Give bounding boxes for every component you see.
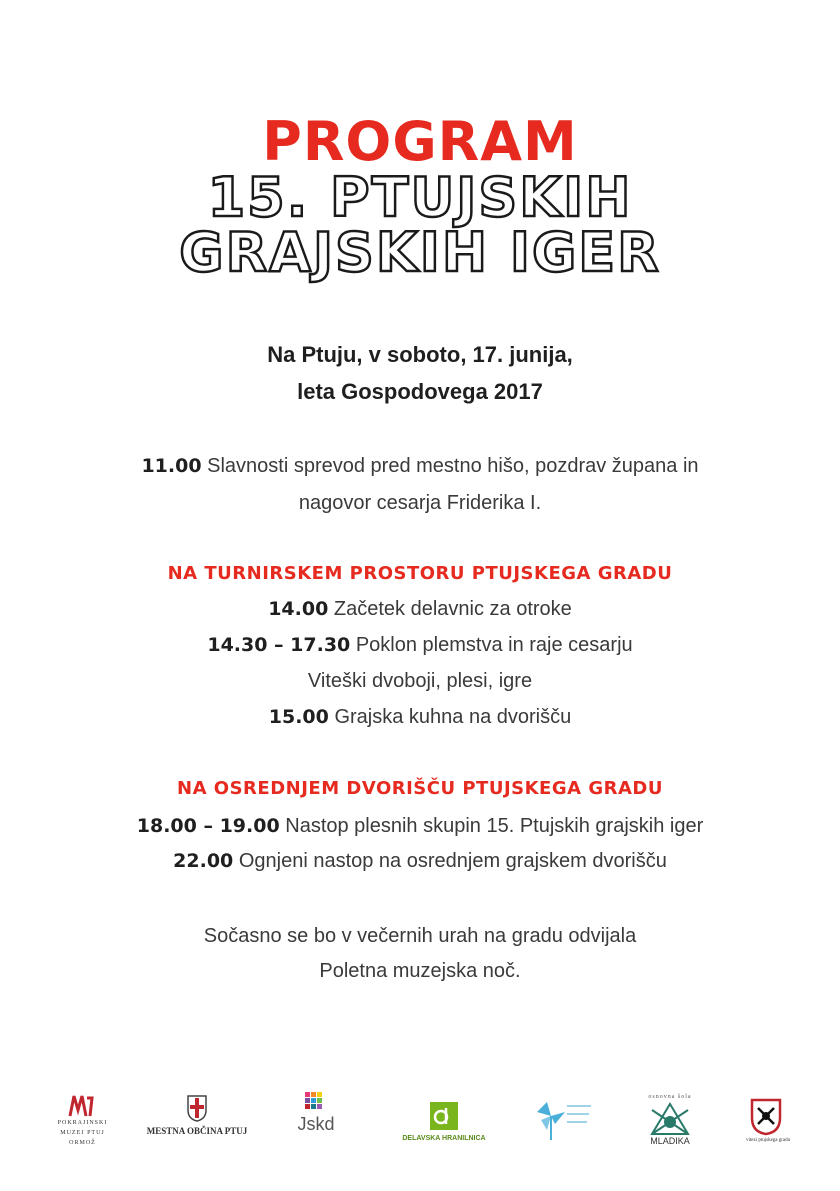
jskd-name: Jskd xyxy=(297,1114,335,1134)
museum-logo xyxy=(55,1092,110,1148)
closing-line-1: Sočasno se bo v večernih urah na gradu odvijala xyxy=(203,925,637,947)
schedule-time: 14.00 xyxy=(268,598,329,620)
bank-mark-icon xyxy=(430,1102,458,1130)
municipality-logo xyxy=(142,1094,252,1136)
title-program: PROGRAM xyxy=(262,110,578,173)
bank-logo xyxy=(394,1102,494,1144)
title-line-2: GRAJSKIH IGER xyxy=(179,221,661,284)
schedule-item xyxy=(0,595,840,623)
schedule-item xyxy=(0,631,840,659)
opening-text-2: nagovor cesarja Friderika I. xyxy=(298,492,542,514)
jskd-logo xyxy=(286,1092,346,1134)
knight-shield-icon xyxy=(750,1098,782,1136)
date-line-1: Na Ptuju, v soboto, 17. junija, xyxy=(267,342,573,367)
section-heading-tournament: NA TURNIRSKEM PROSTORU PTUJSKEGA GRADU xyxy=(167,563,673,584)
museum-name: POKRAJINSKI MUZEJ PTUJ ORMOŽ xyxy=(57,1120,108,1146)
windmill-icon xyxy=(531,1094,595,1142)
schedule-text: Ognjeni nastop na osrednjem grajskem dvorišču xyxy=(238,850,667,872)
municipality-name: MESTNA OBČINA PTUJ xyxy=(146,1126,248,1136)
section-heading-courtyard: NA OSREDNJEM DVORIŠČU PTUJSKEGA GRADU xyxy=(177,778,663,799)
opening-time: 11.00 xyxy=(141,455,202,477)
schedule-text: Poklon plemstva in raje cesarju xyxy=(355,634,633,656)
seal-text: vitezi ptujskega gradu xyxy=(746,1138,791,1143)
schedule-text: Nastop plesnih skupin 15. Ptujskih grajskih iger xyxy=(285,815,704,837)
schedule-item xyxy=(0,667,840,695)
schedule-time: 18.00 – 19.00 xyxy=(136,815,280,837)
jskd-color-grid-icon xyxy=(305,1092,327,1114)
mladika-logo xyxy=(640,1092,700,1146)
bank-name: DELAVSKA HRANILNICA xyxy=(402,1135,486,1142)
date-line-2: leta Gospodovega 2017 xyxy=(297,379,543,404)
schedule-time: 15.00 xyxy=(268,706,329,728)
schedule-time: 22.00 xyxy=(173,850,234,872)
schedule-text: Grajska kuhna na dvorišču xyxy=(334,706,572,728)
opening-line-1 xyxy=(0,452,840,480)
schedule-text: Viteški dvoboji, plesi, igre xyxy=(307,670,533,692)
seal-logo xyxy=(746,1098,791,1146)
coat-of-arms-icon xyxy=(186,1094,208,1122)
mladika-tree-icon xyxy=(650,1102,690,1136)
mladika-top-text: osnovna šola xyxy=(648,1094,692,1100)
sponsor-logos xyxy=(0,1088,840,1168)
schedule-item xyxy=(0,847,840,875)
schedule-time: 14.30 – 17.30 xyxy=(207,634,351,656)
schedule-text: Začetek delavnic za otroke xyxy=(333,598,572,620)
tourism-logo xyxy=(528,1094,598,1142)
mladika-name: MLADIKA xyxy=(650,1136,690,1146)
schedule-item xyxy=(0,812,840,840)
museum-mark-icon xyxy=(68,1092,98,1118)
closing-line-2: Poletna muzejska noč. xyxy=(319,960,521,982)
title-line-1: 15. PTUJSKIH xyxy=(207,166,633,229)
schedule-item xyxy=(0,703,840,731)
opening-text-1: Slavnosti sprevod pred mestno hišo, pozdrav župana in xyxy=(207,455,699,477)
